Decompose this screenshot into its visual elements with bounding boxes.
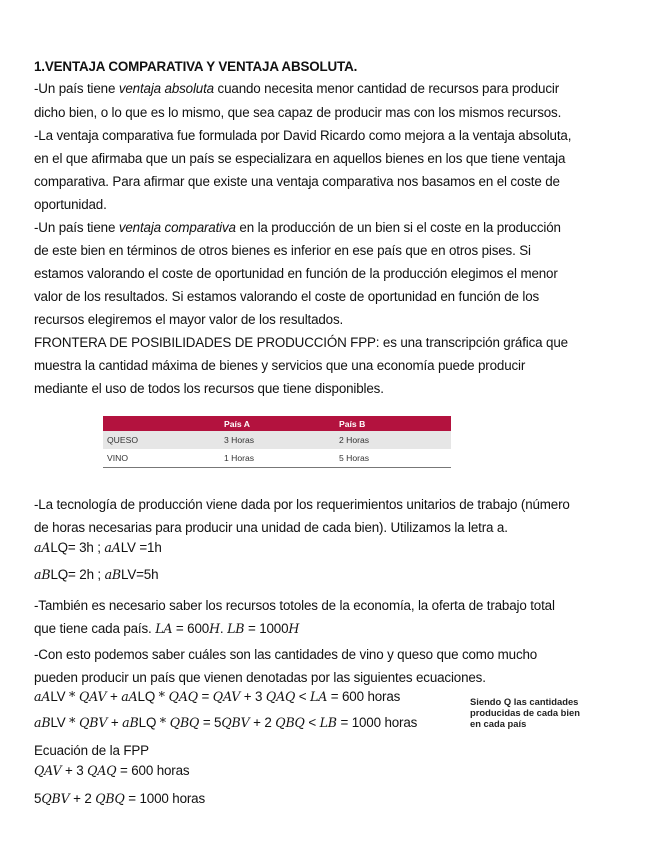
table-header-empty <box>103 416 220 431</box>
paragraph-comparative-line-1: -La ventaja comparativa fue formulada por David Ricardo como mejora a la ventaja absoluta, <box>34 128 572 143</box>
side-note-line-1: Siendo Q las cantidades <box>470 696 579 707</box>
paragraph-comparative-def-line-1: -Un país tiene ventaja comparativa en la producción de un bien si el coste en la producción <box>34 220 561 235</box>
paragraph-comparative-def-line-4: valor de los resultados. Si estamos valorando el coste de oportunidad en función de los <box>34 289 540 304</box>
paragraph-absolute-line-2: dicho bien, o lo que es lo mismo, que sea capaz de producir mas con los mismos recursos. <box>34 105 562 120</box>
table-header-row <box>103 416 451 431</box>
paragraph-equations-line-2: pueden producir un país que vienen denotadas por las siguientes ecuaciones. <box>34 670 486 685</box>
paragraph-equations-line-1: -Con esto podemos saber cuáles son las cantidades de vino y queso que como mucho <box>34 647 538 662</box>
side-note-line-3: en cada país <box>470 718 527 729</box>
equation-country-a: aALV * QAV + aALQ * QAQ = QAV + 3 QAQ < LA = 600 horas <box>34 689 401 704</box>
paragraph-comparative-def-line-2: de este bien en términos de otros bienes es inferior en ese país que en otros pises. Si <box>34 243 531 258</box>
paragraph-absolute-line-1: -Un país tiene ventaja absoluta cuando necesita menor cantidad de recursos para producir <box>34 81 560 96</box>
paragraph-resources-line-1: -También es necesario saber los recursos totoles de la economía, la oferta de trabajo total <box>34 598 555 613</box>
production-table <box>103 416 451 468</box>
paragraph-comparative-line-3: comparativa. Para afirmar que existe una ventaja comparativa nos basamos en el coste de <box>34 174 560 189</box>
section-heading: 1.VENTAJA COMPARATIVA Y VENTAJA ABSOLUTA. <box>34 59 358 74</box>
table-header-country-a: País A <box>220 416 335 431</box>
table-cell: QUESO <box>103 431 220 449</box>
equation-country-b: aBLV * QBV + aBLQ * QBQ = 5QBV + 2 QBQ < LB = 1000 horas <box>34 715 418 730</box>
paragraph-fpp-line-3: mediante el uso de todos los recursos que tiene disponibles. <box>34 381 384 396</box>
fpp-equation-title: Ecuación de la FPP <box>34 743 149 758</box>
paragraph-fpp-line-1: FRONTERA DE POSIBILIDADES DE PRODUCCIÓN FPP: es una transcripción gráfica que <box>34 335 568 350</box>
paragraph-comparative-line-4: oportunidad. <box>34 197 107 212</box>
equation-a-requirements: aALQ= 3h ; aALV =1h <box>34 540 162 555</box>
paragraph-fpp-line-2: muestra la cantidad máxima de bienes y servicios que una economía puede producir <box>34 358 526 373</box>
table-row <box>103 431 451 449</box>
fpp-equation-a: QAV + 3 QAQ = 600 horas <box>34 763 190 778</box>
equation-b-requirements: aBLQ= 2h ; aBLV=5h <box>34 567 159 582</box>
paragraph-technology-line-2: de horas necesarias para producir una unidad de cada bien). Utilizamos la letra a. <box>34 520 508 535</box>
paragraph-comparative-def-line-3: estamos valorando el coste de oportunidad en función de la producción elegimos el menor <box>34 266 558 281</box>
table-cell: 3 Horas <box>220 431 335 449</box>
fpp-equation-b: 5QBV + 2 QBQ = 1000 horas <box>34 791 206 806</box>
paragraph-comparative-line-2: en el que afirmaba que un país se especializara en aquellos bienes en los que tiene ventaja <box>34 151 566 166</box>
table-cell: 2 Horas <box>335 431 451 449</box>
table-cell: 5 Horas <box>335 449 451 468</box>
side-note-line-2: producidas de cada bien <box>470 707 580 718</box>
paragraph-technology-line-1: -La tecnología de producción viene dada por los requerimientos unitarios de trabajo (número <box>34 497 570 512</box>
term-absolute-advantage: ventaja absoluta <box>118 81 214 96</box>
table-cell: 1 Horas <box>220 449 335 468</box>
table-cell: VINO <box>103 449 220 468</box>
table-row <box>103 449 451 468</box>
paragraph-resources-line-2: que tiene cada país. LA = 600H. LB = 1000H <box>34 621 300 636</box>
term-comparative-advantage: ventaja comparativa <box>118 220 236 235</box>
paragraph-comparative-def-line-5: recursos elegiremos el mayor valor de los resultados. <box>34 312 344 327</box>
table-header-country-b: País B <box>335 416 451 431</box>
